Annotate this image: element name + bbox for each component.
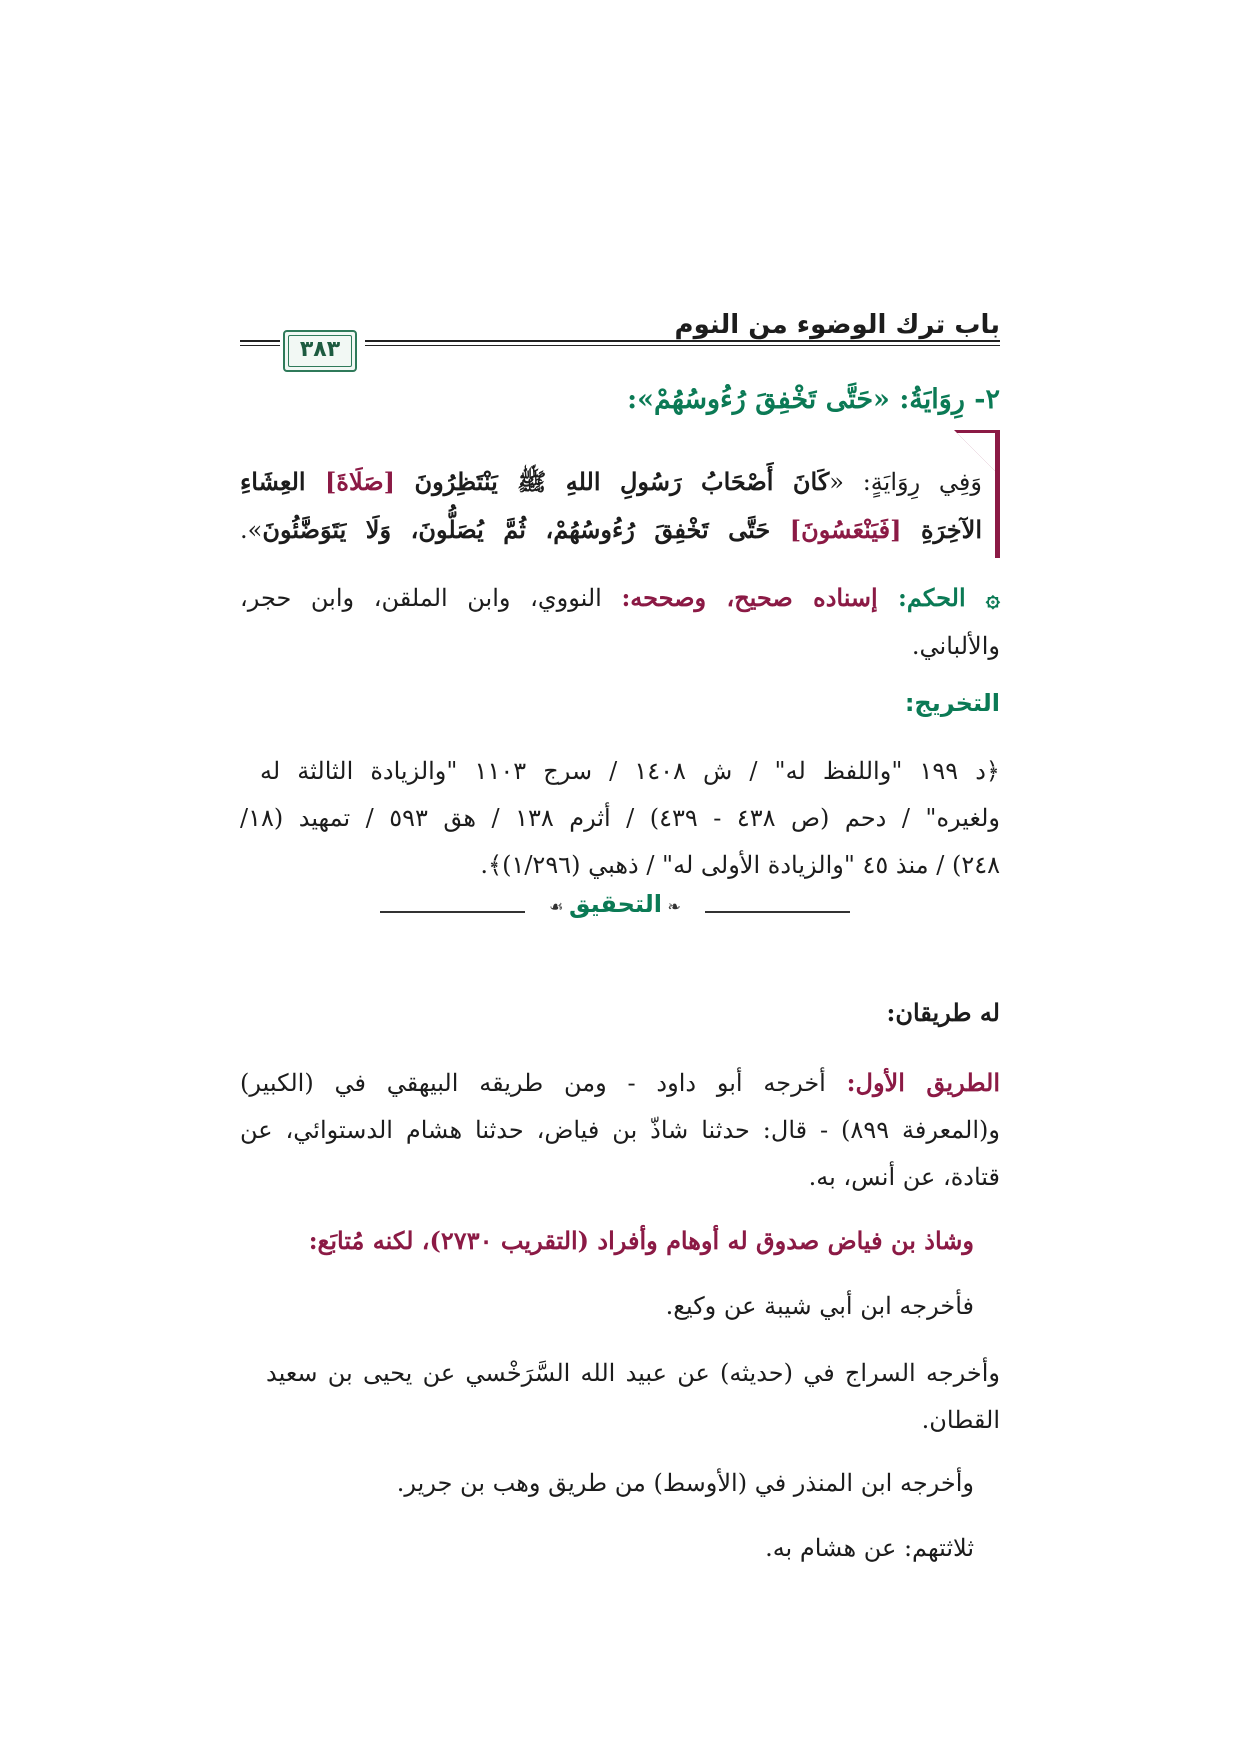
- page-number-badge: [283, 330, 357, 372]
- section-divider: ❧ التحقيق ☙: [380, 890, 850, 930]
- shadh-note: وشاذ بن فياض صدوق له أوهام وأفراد (التقريب ٢٧٣٠)، لكنه مُتابَع:: [308, 1226, 974, 1255]
- hadith-line-1: وَفِي رِوَايَةٍ: «كَانَ أَصْحَابُ رَسُولِ اللهِ ﷺ يَنْتَظِرُونَ [صَلَاةَ] العِشَاءِ: [240, 467, 982, 496]
- header-rule-left-thin: [240, 345, 280, 346]
- page-number: ٣٨٣: [299, 337, 341, 362]
- section-heading: ٢- رِوَايَةُ: «حَتَّى تَخْفِقَ رُءُوسُهُمْ»:: [627, 384, 1000, 415]
- ruling-value: إسناده صحيح، وصححه:: [621, 583, 899, 612]
- sarraj-line-2: القطان.: [921, 1406, 1000, 1434]
- ruling-line-1: ۞ الحكم: إسناده صحيح، وصححه: النووي، وابن الملقن، وابن حجر،: [240, 583, 1000, 612]
- first-way-line-3: قتادة، عن أنس، به.: [808, 1163, 1000, 1191]
- ruling-line-2: والألباني.: [911, 632, 1000, 660]
- sarraj-line-1: وأخرجه السراج في (حديثه) عن عبيد الله السَّرَخْسي عن يحيى بن سعيد: [266, 1359, 1000, 1387]
- takhrij-line-1: ﴿د ١٩٩ "واللفظ له" / ش ١٤٠٨ / سرج ١١٠٣ "والزيادة الثالثة له: [260, 757, 1000, 785]
- ruling-label: ۞ الحكم:: [898, 583, 1000, 612]
- first-way-label: الطريق الأول:: [846, 1068, 1001, 1097]
- divider-label: التحقيق: [568, 890, 662, 918]
- hadith-side-bar: [995, 430, 1000, 558]
- ibn-abi-shayba: فأخرجه ابن أبي شيبة عن وكيع.: [665, 1292, 974, 1320]
- header-rule-right: [365, 340, 1000, 342]
- hadith-line-2: الآخِرَةِ [فَيَنْعَسُونَ] حَتَّى تَخْفِقَ رُءُوسُهُمْ، ثُمَّ يُصَلُّونَ، وَلَا يَتَوَضَّئُونَ».: [240, 515, 982, 544]
- takhrij-label: التخريج:: [904, 689, 1000, 717]
- chapter-title: باب ترك الوضوء من النوم: [674, 310, 1000, 340]
- ibn-mundhir: وأخرجه ابن المنذر في (الأوسط) من طريق وهب بن جرير.: [396, 1469, 974, 1497]
- header-rule-left: [240, 340, 280, 342]
- takhrij-line-2: ولغيره" / دحم (ص ٤٣٨ - ٤٣٩) / أثرم ١٣٨ / هق ٥٩٣ / تمهيد (١٨/: [240, 804, 1000, 832]
- thalathatuhum: ثلاثتهم: عن هشام به.: [765, 1534, 974, 1562]
- takhrij-line-3: ٢٤٨) / منذ ٤٥ "والزيادة الأولى له" / ذهبي (١/٢٩٦)﴾.: [480, 851, 1000, 879]
- first-way-line-2: و(المعرفة ٨٩٩) - قال: حدثنا شاذّ بن فياض، حدثنا هشام الدستوائي، عن: [240, 1116, 1000, 1144]
- first-way-line-1: الطريق الأول: أخرجه أبو داود - ومن طريقه البيهقي في (الكبير): [240, 1068, 1001, 1097]
- header-rule-right-thin: [365, 345, 1000, 346]
- ways-label: له طريقان:: [886, 998, 1000, 1027]
